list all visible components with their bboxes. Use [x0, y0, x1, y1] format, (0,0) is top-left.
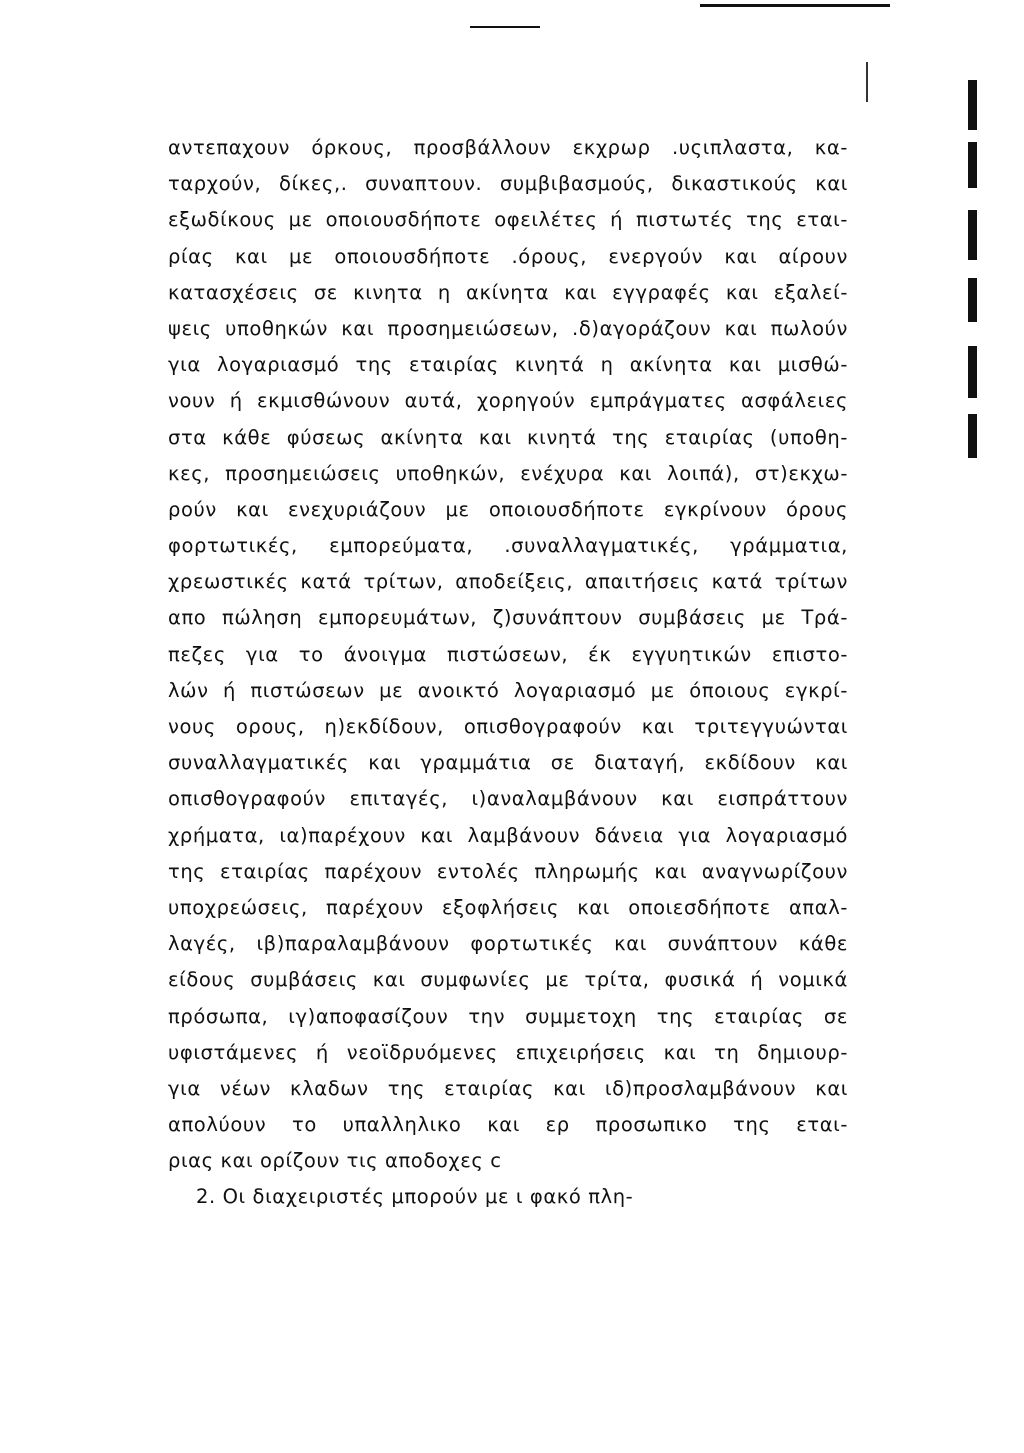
text-line: είδους συμβάσεις και συμφωνίες με τρίτα, φυσικά ή νομικά: [168, 968, 848, 992]
scan-mark: [866, 62, 868, 102]
text-line: λών ή πιστώσεων με ανοικτό λογαριασμό με όποιους εγκρί-: [168, 678, 848, 702]
text-line: συναλλαγματικές και γραμμάτια σε διαταγή, εκδίδουν και: [168, 751, 848, 775]
text-line: ρίας και με οποιουσδήποτε .όρους, ενεργούν και αίρουν: [168, 244, 848, 268]
text-line: κατασχέσεις σε κινητα η ακίνητα και εγγραφές και εξαλεί-: [168, 280, 848, 304]
text-line: νους ορους, η)εκδίδουν, οπισθογραφούν και τριτεγγυώνται: [168, 715, 848, 738]
text-line: υφιστάμενες ή νεοϊδρυόμενες επιχειρήσεις και τη δημιουρ-: [168, 1040, 848, 1064]
top-scan-rule: [700, 4, 890, 7]
paragraph-2-start: 2. Οι διαχειριστές μπορούν με ι φακό πλη-: [196, 1185, 634, 1209]
margin-scan-bar: [968, 210, 977, 260]
margin-scan-bar: [968, 142, 977, 188]
text-line: οπισθογραφούν επιταγές, ι)αναλαμβάνουν και εισπράττουν: [168, 787, 848, 811]
text-line: ρούν και ενεχυριάζουν με οποιουσδήποτε εγκρίνουν όρους: [168, 497, 848, 521]
text-line: πεζες για το άνοιγμα πιστώσεων, έκ εγγυητικών επιστο-: [168, 642, 848, 666]
text-line: κες, προσημειώσεις υποθηκών, ενέχυρα και λοιπά), στ)εκχω-: [168, 461, 848, 485]
text-line: στα κάθε φύσεως ακίνητα και κινητά της εταιρίας (υποθη-: [168, 425, 848, 449]
text-line: για νέων κλαδων της εταιρίας και ιδ)προσλαμβάνουν και: [168, 1076, 848, 1100]
text-line: της εταιρίας παρέχουν εντολές πληρωμής και αναγνωρίζουν: [168, 859, 848, 883]
margin-scan-bar: [968, 346, 977, 398]
margin-scan-bar: [968, 414, 977, 458]
document-text-block: [168, 130, 848, 1216]
text-line: εξωδίκους με οποιουσδήποτε οφειλέτες ή πιστωτές της εται-: [168, 208, 848, 232]
text-line: για λογαριασμό της εταιρίας κινητά η ακίνητα και μισθώ-: [168, 353, 848, 377]
margin-scan-bar: [968, 80, 977, 130]
text-line: αντεπαχουν όρκους, προσβάλλουν εκχρωρ .υςιπλαστα, κα-: [168, 136, 848, 159]
top-scan-rule-thin: [470, 26, 540, 28]
text-line: υποχρεώσεις, παρέχουν εξοφλήσεις και οποιεσδήποτε απαλ-: [168, 895, 848, 919]
text-line: απο πώληση εμπορευμάτων, ζ)συνάπτουν συμβάσεις με Τρά-: [168, 606, 848, 630]
text-line: πρόσωπα, ιγ)αποφασίζουν την συμμετοχη της εταιρίας σε: [168, 1004, 848, 1028]
text-line: νουν ή εκμισθώνουν αυτά, χορηγούν εμπράγματες ασφάλειες: [168, 389, 848, 413]
text-line: ριας και ορίζουν τις αποδοχες c: [168, 1149, 502, 1173]
margin-scan-bar: [968, 278, 977, 322]
text-line: απολύουν το υπαλληλικο και ερ προσωπικο της εται-: [168, 1113, 848, 1137]
text-line: ψεις υποθηκών και προσημειώσεων, .δ)αγοράζουν και πωλούν: [168, 316, 848, 340]
text-line: χρεωστικές κατά τρίτων, αποδείξεις, απαιτήσεις κατά τρίτων: [168, 570, 848, 594]
text-line: φορτωτικές, εμπορεύματα, .συναλλαγματικές, γράμματια,: [168, 534, 848, 558]
text-line: χρήματα, ια)παρέχουν και λαμβάνουν δάνεια για λογαριασμό: [168, 823, 848, 847]
text-line: λαγές, ιβ)παραλαμβάνουν φορτωτικές και συνάπτουν κάθε: [168, 932, 848, 956]
text-line: ταρχούν, δίκες,. συναπτουν. συμβιβασμούς, δικαστικούς και: [168, 172, 848, 196]
